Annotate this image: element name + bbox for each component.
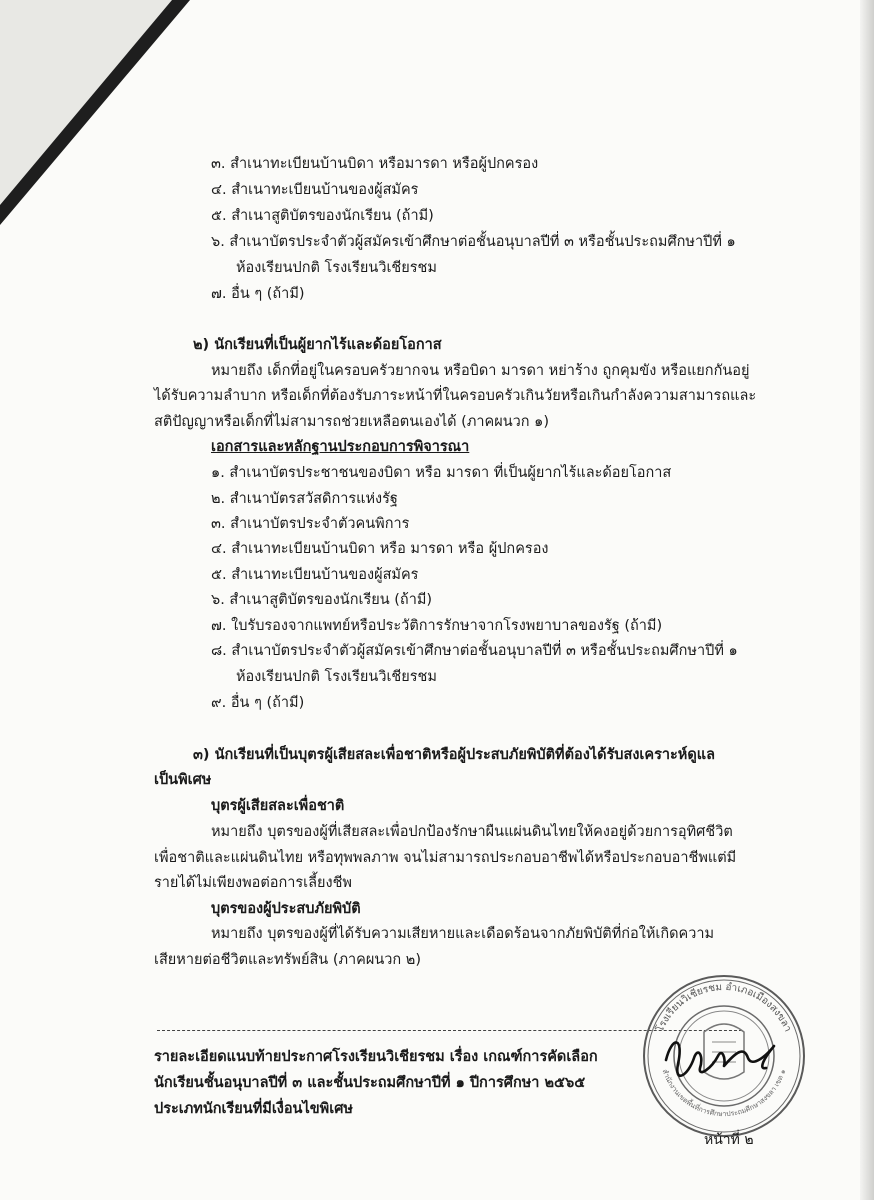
seal-text-bottom: สำนักงานเขตพื้นที่การศึกษาประถมศึกษาสงขลา เขต ๑ — [660, 1068, 788, 1119]
list-item: ๔. สำเนาทะเบียนบ้านบิดา หรือ มารดา หรือ ผู้ปกครอง — [211, 541, 549, 557]
page-corner-fold — [0, 0, 172, 205]
section-heading: ๒) นักเรียนที่เป็นผู้ยากไร้และด้อยโอกาส — [193, 337, 442, 353]
paragraph-line: หมายถึง บุตรของผู้ที่เสียสละเพื่อปกป้องรักษาผืนแผ่นดินไทยให้คงอยู่ด้วยการอุทิศชีวิต — [211, 824, 733, 840]
list-item: ๘. สำเนาบัตรประจำตัวผู้สมัครเข้าศึกษาต่อชั้นอนุบาลปีที่ ๓ หรือชั้นประถมศึกษาปีที่ ๑ — [211, 643, 738, 659]
list-item-continuation: ห้องเรียนปกติ โรงเรียนวิเชียรชม — [236, 669, 437, 685]
list-item: ๗. ใบรับรองจากแพทย์หรือประวัติการรักษาจากโรงพยาบาลของรัฐ (ถ้ามี) — [211, 618, 663, 634]
paragraph-line: หมายถึง บุตรของผู้ที่ได้รับความเสียหายและเดือดร้อนจากภัยพิบัติที่ก่อให้เกิดความ — [211, 926, 715, 942]
signature-mark — [666, 1042, 774, 1075]
list-item: ๕. สำเนาทะเบียนบ้านของผู้สมัคร — [211, 567, 419, 583]
list-item: ๒. สำเนาบัตรสวัสดิการแห่งรัฐ — [211, 491, 398, 507]
section-heading: ๓) นักเรียนที่เป็นบุตรผู้เสียสละเพื่อชาติหรือผู้ประสบภัยพิบัติที่ต้องได้รับสงเคราะห์ดูแล — [193, 747, 716, 763]
paragraph-line: สติปัญญาหรือเด็กที่ไม่สามารถช่วยเหลือตนเองได้ (ภาคผนวก ๑) — [154, 414, 550, 430]
list-item: ๓. สำเนาบัตรประจำตัวคนพิการ — [211, 516, 410, 532]
paragraph-line: เพื่อชาติและแผ่นดินไทย หรือทุพพลภาพ จนไม่สามารถประกอบอาชีพได้หรือประกอบอาชีพแต่มี — [154, 850, 737, 866]
subsection-heading: บุตรของผู้ประสบภัยพิบัติ — [211, 901, 361, 917]
footer-line: นักเรียนชั้นอนุบาลปีที่ ๓ และชั้นประถมศึกษาปีที่ ๑ ปีการศึกษา ๒๕๖๕ — [154, 1075, 586, 1091]
list-item: ๙. อื่น ๆ (ถ้ามี) — [211, 695, 305, 711]
list-item-continuation: ห้องเรียนปกติ โรงเรียนวิเชียรชม — [236, 260, 437, 276]
subsection-heading: บุตรผู้เสียสละเพื่อชาติ — [211, 798, 345, 814]
paragraph-line: รายได้ไม่เพียงพอต่อการเลี้ยงชีพ — [154, 875, 352, 891]
footer-line: รายละเอียดแนบท้ายประกาศโรงเรียนวิเชียรชม เรื่อง เกณฑ์การคัดเลือก — [154, 1049, 598, 1065]
docs-heading: เอกสารและหลักฐานประกอบการพิจารณา — [211, 439, 470, 455]
list-item: ๖. สำเนาบัตรประจำตัวผู้สมัครเข้าศึกษาต่อชั้นอนุบาลปีที่ ๓ หรือชั้นประถมศึกษาปีที่ ๑ — [211, 234, 736, 250]
page-number: หน้าที่ ๒ — [704, 1132, 754, 1148]
footer-line: ประเภทนักเรียนที่มีเงื่อนไขพิเศษ — [154, 1101, 353, 1117]
section-heading-continuation: เป็นพิเศษ — [154, 772, 212, 788]
list-item: ๗. อื่น ๆ (ถ้ามี) — [211, 286, 305, 302]
list-item: ๔. สำเนาทะเบียนบ้านของผู้สมัคร — [211, 182, 419, 198]
paragraph-line: ได้รับความลำบาก หรือเด็กที่ต้องรับภาระหน้าที่ในครอบครัวเกินวัยหรือเกินกำลังความสามารถและ — [154, 388, 757, 404]
list-item: ๕. สำเนาสูติบัตรของนักเรียน (ถ้ามี) — [211, 208, 434, 224]
school-seal-stamp — [640, 972, 808, 1140]
scan-edge — [860, 0, 874, 1200]
list-item: ๓. สำเนาทะเบียนบ้านบิดา หรือมารดา หรือผู้ปกครอง — [211, 156, 539, 172]
svg-text:โรงเรียนวิเชียรชม อำเภอเมืองสง — [653, 982, 793, 1034]
list-item: ๑. สำเนาบัตรประชาชนของบิดา หรือ มารดา ที่เป็นผู้ยากไร้และด้อยโอกาส — [211, 465, 672, 481]
seal-text-top: โรงเรียนวิเชียรชม อำเภอเมืองสงขลา — [654, 981, 794, 1034]
paragraph-line: เสียหายต่อชีวิตและทรัพย์สิน (ภาคผนวก ๒) — [154, 952, 422, 968]
paragraph-line: หมายถึง เด็กที่อยู่ในครอบครัวยากจน หรือบิดา มารดา หย่าร้าง ถูกคุมขัง หรือแยกกันอยู่ — [211, 363, 750, 379]
list-item: ๖. สำเนาสูติบัตรของนักเรียน (ถ้ามี) — [211, 592, 433, 608]
